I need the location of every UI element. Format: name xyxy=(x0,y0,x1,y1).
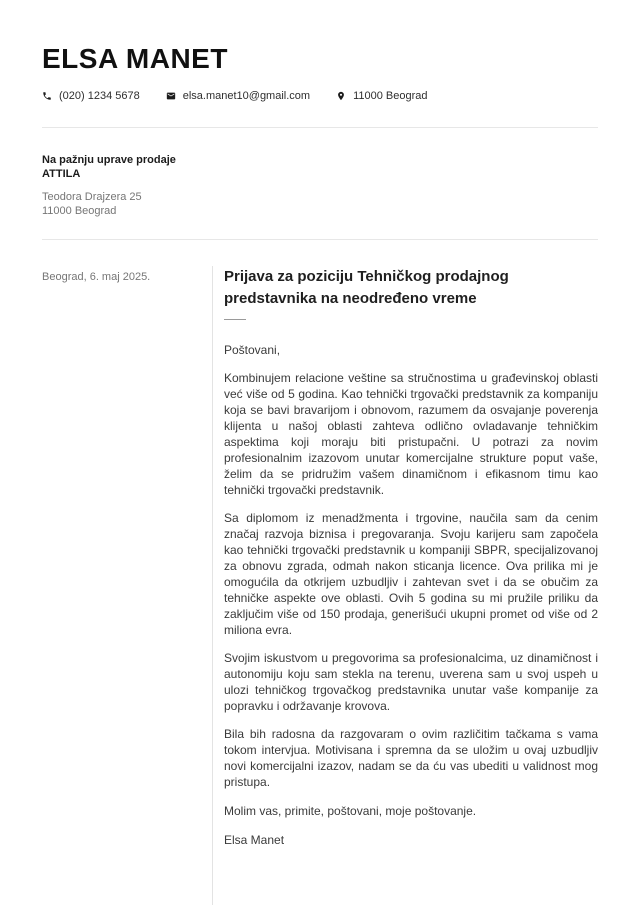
salutation: Poštovani, xyxy=(224,342,281,357)
letter-content-column xyxy=(212,266,598,905)
contact-phone xyxy=(42,90,140,102)
recipient-attention-line: Na pažnju uprave prodaje xyxy=(42,153,176,166)
closing-line: Molim vas, primite, poštovani, moje poštovanje. xyxy=(224,803,477,818)
contact-row xyxy=(42,90,598,102)
letter-body xyxy=(42,266,598,905)
contact-email xyxy=(166,90,310,102)
applicant-name-heading: ELSA MANET xyxy=(42,43,228,74)
recipient-company: ATTILA xyxy=(42,167,81,180)
email-address: elsa.manet10@gmail.com xyxy=(182,89,311,102)
paragraph-4: Bila bih radosna da razgovaram o ovim različitim tačkama s vama tokom intervjua. Motivisana i spremna da se uložim u ovaj uzbudljiv novi komercijalni izazov, nadam se da ću vas ubediti u validnost mog pristupa. xyxy=(224,726,598,789)
subject-underline-rule xyxy=(224,319,246,320)
recipient-divider xyxy=(42,239,598,240)
header-divider xyxy=(42,127,598,128)
contact-location xyxy=(336,90,427,102)
envelope-icon xyxy=(166,91,176,101)
recipient-address-line1: Teodora Drajzera 25 xyxy=(42,190,142,203)
phone-number: (020) 1234 5678 xyxy=(59,89,140,102)
paragraph-3: Svojim iskustvom u pregovorima sa profesionalcima, uz dinamičnost i autonomiju koju sam stekla na terenu, uverena sam u svoj uspeh u ulozi tehničkog trgovačkog predstavnika unutar vaše kompanije za popravku i održavanje krovova. xyxy=(224,650,598,713)
recipient-block xyxy=(42,153,598,218)
paragraph-1: Kombinujem relacione veštine sa stručnostima u građevinskoj oblasti već više od 5 godina. Kao tehnički trgovački predstavnik za kompaniju koja se bavi bravarijom i obnovom, razumem da osvajanje poverenja klijenta u našoj oblasti zahteva odlično ovladavanje tehničkim aspektima koji moraju biti pristupačni. U potrazi za novim profesionalnim izazovom unutar komercijalne strukture poput vaše, želim da se pridružim vašem dinamičnom i efikasnom timu kao tehnički trgovački predstavnik. xyxy=(224,370,598,497)
letter-date: Beograd, 6. maj 2025. xyxy=(42,270,151,283)
location-text: 11000 Beograd xyxy=(353,89,428,102)
signature-name: Elsa Manet xyxy=(224,832,285,847)
map-pin-icon xyxy=(336,91,346,101)
letter-subject: Prijava za poziciju Tehničkog prodajnog predstavnika na neodređeno vreme xyxy=(224,267,509,307)
recipient-address-line2: 11000 Beograd xyxy=(42,204,117,217)
phone-icon xyxy=(42,91,52,101)
paragraph-2: Sa diplomom iz menadžmenta i trgovine, naučila sam da cenim značaj razvoja biznisa i pregovaranja. Svoju karijeru sam započela kao tehnički trgovački predstavnik u kompaniji SBPR, specijalizovanoj za obnovu zgrada, odmah nakon sticanja licence. Ova prilika mi je omogućila da otkrijem uzbudljiv i zahtevan svet i da se obučim za tehničke aspekte ove oblasti. Ovih 5 godina su mi pružile priliku da zaključim više od 150 prodaja, generišući ukupni promet od više od 2 miliona evra. xyxy=(224,510,598,637)
